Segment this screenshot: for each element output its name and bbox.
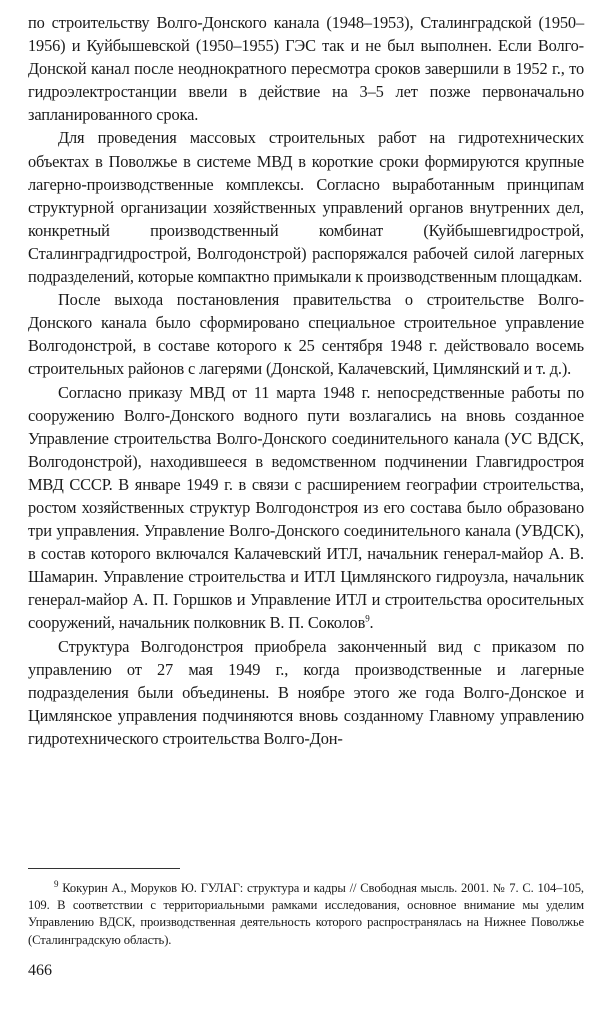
paragraph-3: После выхода постановления правительства о строительстве Волго-Донского канала было сформировано специальное строительное управление Волгодонстрой, в составе которого к 25 сентября 1948 г. действовало восемь строительных районов с лагерями (Донской, Калачевский, Цимлянский и т. д.). bbox=[28, 290, 584, 379]
footnote-divider bbox=[28, 868, 180, 869]
paragraph-4 bbox=[28, 381, 584, 635]
page-number: 466 bbox=[28, 962, 52, 979]
paragraph-5: Структура Волгодонстроя приобрела законченный вид с приказом по управлению от 27 мая 1949 г., когда производственные и лагерные подразделения были объединены. В ноябре этого же года Волго-Донское и Цимлянское управления подчиняются вновь созданному Главному управлению гидротехнического строительства Волго-Дон- bbox=[28, 636, 584, 748]
paragraph-4-text: Согласно приказу МВД от 11 марта 1948 г. непосредственные работы по сооружению Волго-Донского водного пути возлагались на вновь созданное Управление строительства Волго-Донского соединительного канала (УС ВДСК, Волгодонстрой), находившееся в ведомственном подчинении Главгидростроя МВД СССР. В январе 1949 г. в связи с расширением географии строительства, ростом хозяйственных структур Волгодонстроя из его состава было образовано три управления. Управление Волго-Донского соединительного канала (УВДСК), в состав которого включался Калачевский ИТЛ, начальник генерал-майор А. В. Шамарин. Управление строительства и ИТЛ Цимлянского гидроузла, начальник генерал-майор А. П. Горшков и Управление ИТЛ и строительства оросительных сооружений, начальник полковник В. П. Соколов bbox=[28, 382, 584, 633]
main-text-body bbox=[28, 11, 584, 750]
footnote-text: Кокурин А., Моруков Ю. ГУЛАГ: структура и кадры // Свободная мысль. 2001. № 7. С. 104–105, 109. В соответствии с территориальными рамками исследования, основное внимание мы уделим Управлению ВДСК, производственная деятельность которого распространялась на Нижнее Поволжье (Сталинградскую область). bbox=[28, 881, 584, 947]
footnote-number: 9 bbox=[54, 878, 59, 889]
paragraph-2: Для проведения массовых строительных работ на гидротехнических объектах в Поволжье в системе МВД в короткие сроки формируются крупные лагерно-производственные комплексы. Согласно выработанным принципам структурной организации хозяйственных управлений органов внутренних дел, конкретный производственный комбинат (Куйбышевгидрострой, Сталинградгидрострой, Волгодонстрой) распоряжался рабочей силой лагерных подразделений, которые компактно примыкали к производственным площадкам. bbox=[28, 128, 584, 287]
footnote-reference[interactable]: 9 bbox=[365, 613, 370, 624]
paragraph-1: по строительству Волго-Донского канала (1948–1953), Сталинградской (1950–1956) и Куйбышевской (1950–1955) ГЭС так и не был выполнен. Если Волго-Донской канал после неоднократного пересмотра сроков завершили в 1952 г., то гидроэлектростанции ввели в действие на 3–5 лет позже первоначально запланированного срока. bbox=[28, 13, 584, 125]
footnote bbox=[28, 880, 584, 949]
paragraph-4-end: . bbox=[369, 613, 374, 633]
